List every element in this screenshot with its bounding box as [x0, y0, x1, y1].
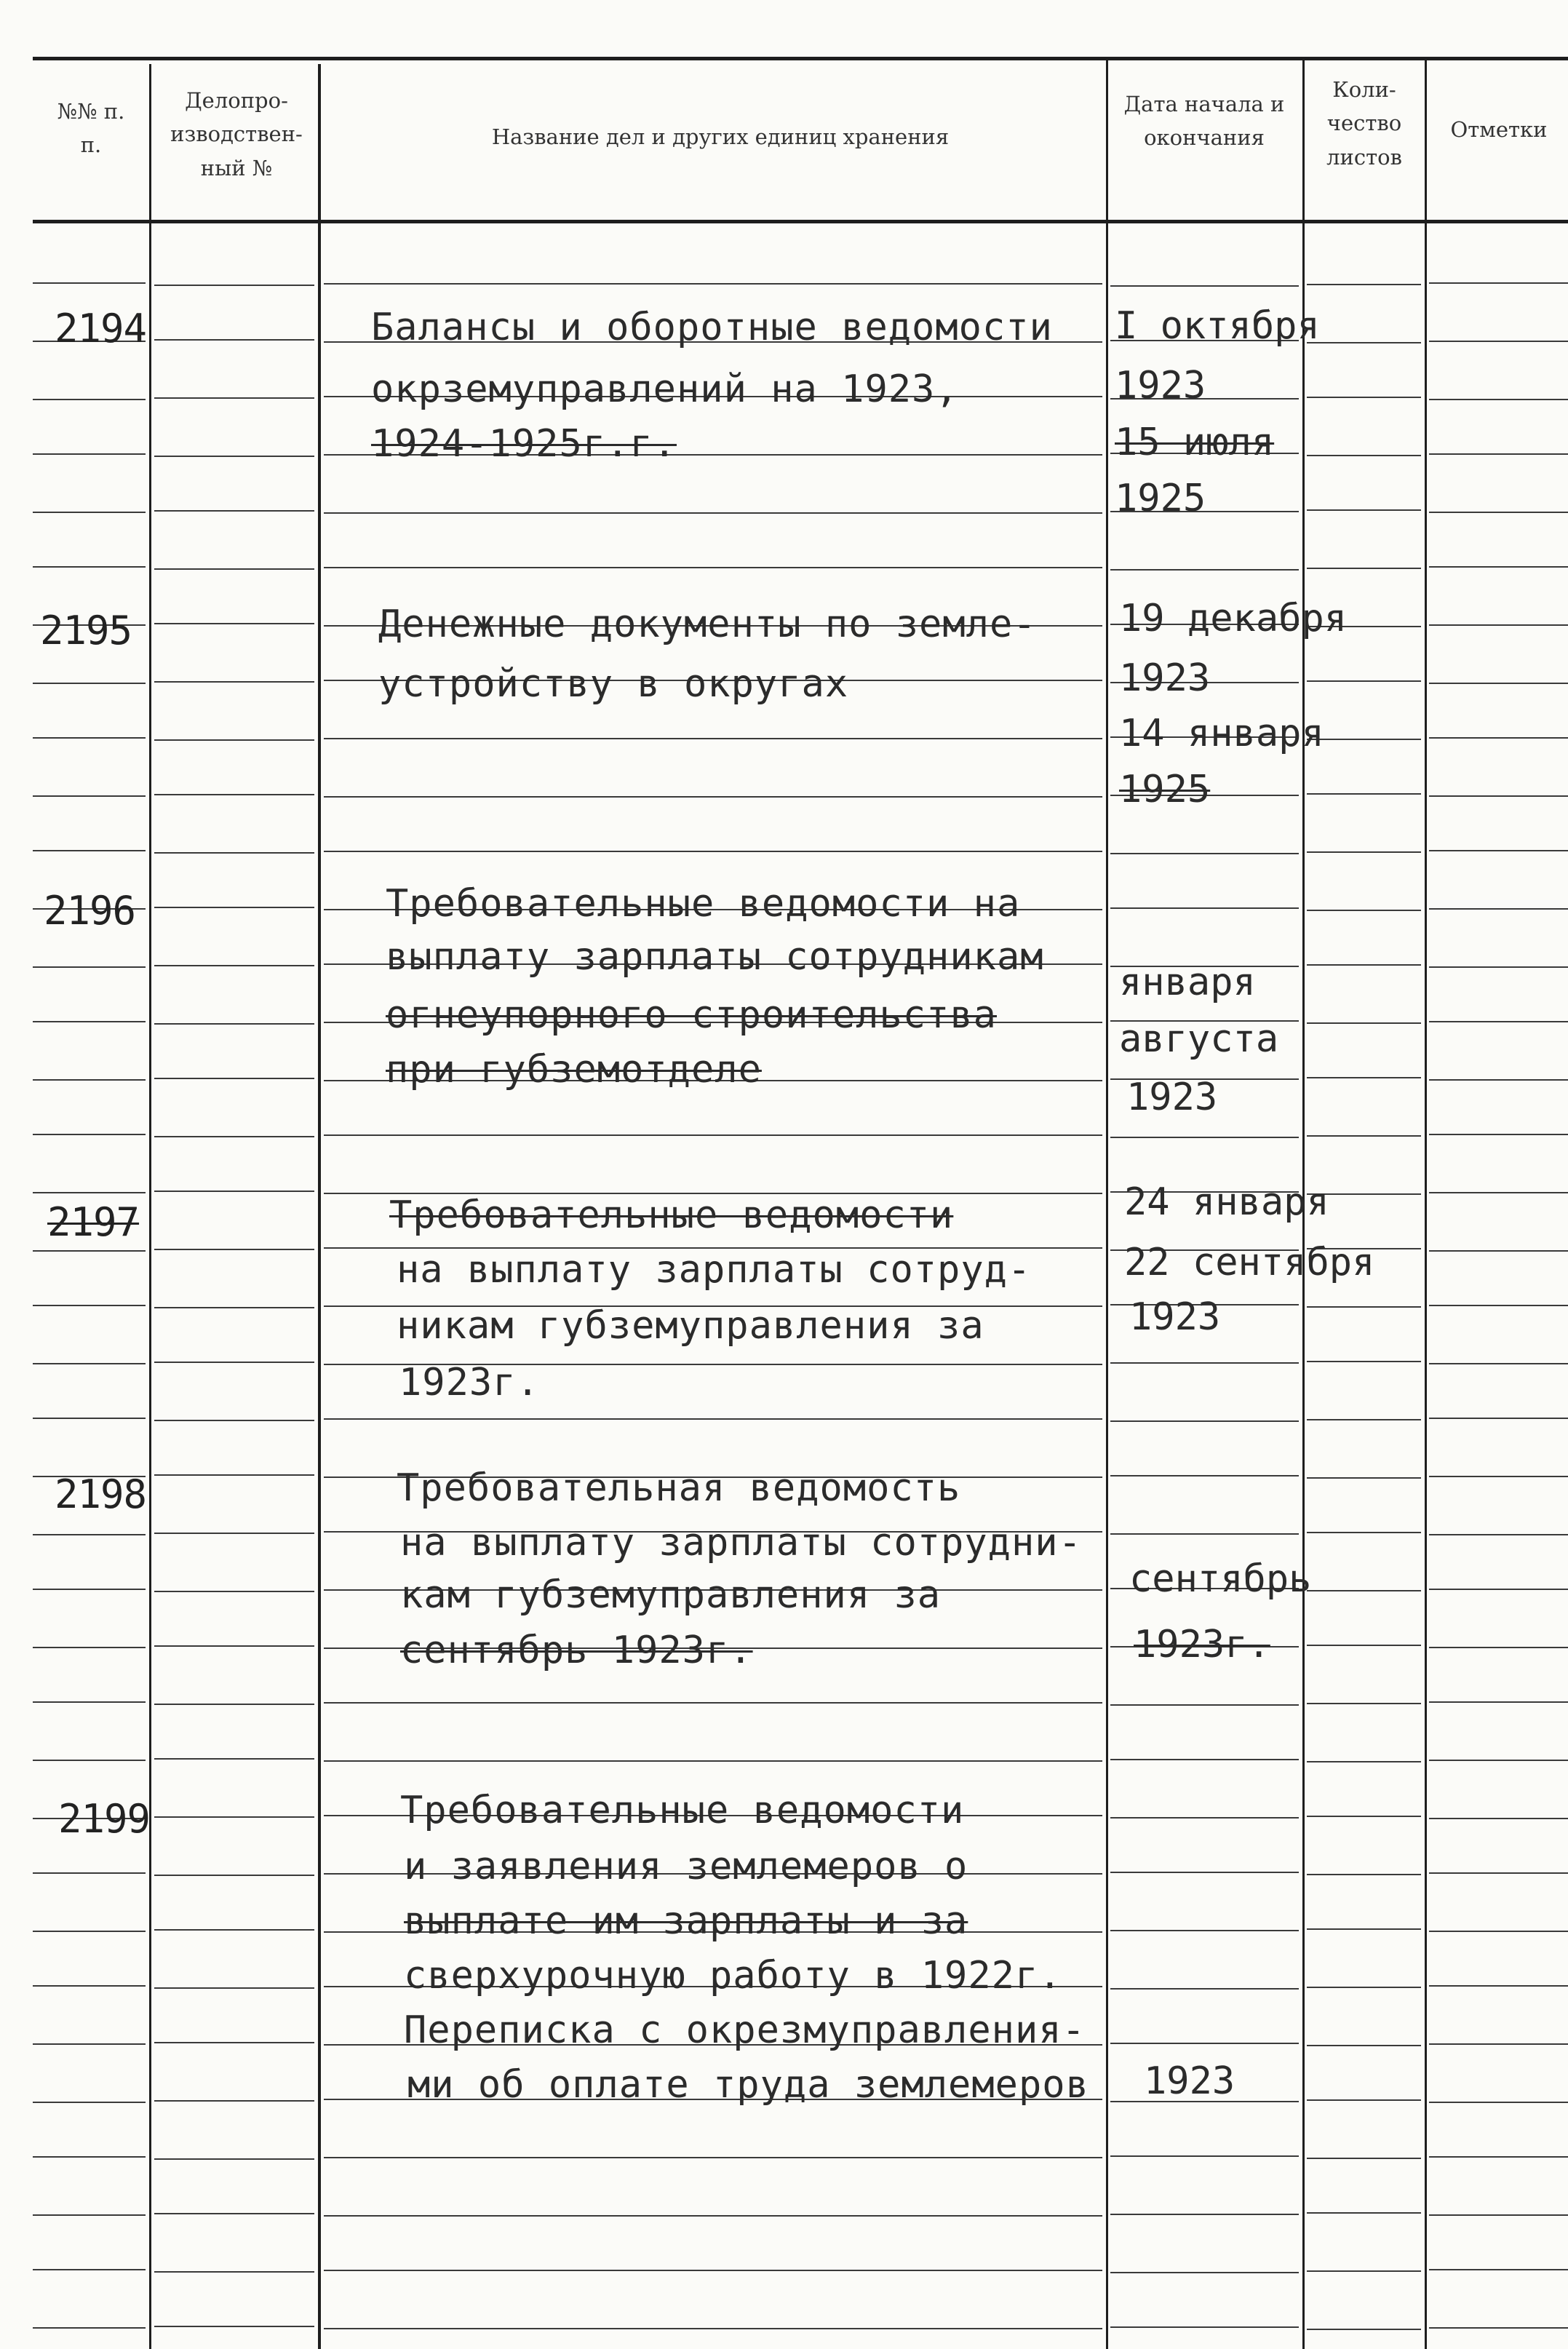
ruled-line — [154, 1191, 314, 1192]
ruled-line — [33, 1534, 146, 1535]
row-2197-line-2: на выплату зарплаты сотруд- — [397, 1248, 1032, 1292]
ruled-line — [1307, 2099, 1421, 2101]
ruled-line — [1110, 2043, 1299, 2044]
ruled-line — [1307, 342, 1421, 343]
ruled-line — [1429, 1985, 1568, 1987]
ruled-line — [1307, 1135, 1421, 1137]
ruled-line — [1429, 1589, 1568, 1590]
ruled-line — [1429, 1079, 1568, 1081]
ruled-line — [1307, 1419, 1421, 1420]
ruled-line — [33, 2269, 146, 2270]
row-2195-date-3: 14 января — [1119, 712, 1324, 755]
ruled-line — [154, 1704, 314, 1705]
row-2198-date-2: 1923г. — [1134, 1623, 1270, 1666]
row-2198-line-2: на выплату зарплаты сотрудни- — [400, 1521, 1082, 1565]
ruled-line — [1307, 1022, 1421, 1024]
ruled-line — [154, 285, 314, 286]
row-2195-line-2: устройству в округах — [378, 662, 849, 706]
ruled-line — [1307, 1590, 1421, 1591]
row-2199-line-3: выплате им зарплаты и за — [404, 1899, 968, 1943]
header-col-num: №№ п. п. — [57, 99, 125, 158]
ruled-line — [33, 2043, 146, 2045]
row-2194-line-2: окрземуправлений на 1923, — [371, 367, 959, 411]
ruled-line — [1429, 795, 1568, 797]
ruled-line — [1307, 2270, 1421, 2272]
ruled-line — [33, 1647, 146, 1648]
ruled-line — [324, 738, 1102, 739]
ruled-line — [1307, 1477, 1421, 1479]
row-2199-line-4: сверхурочную работу в 1922г. — [404, 1954, 1062, 1998]
ruled-line — [1110, 569, 1299, 571]
ruled-line — [1429, 1701, 1568, 1703]
ruled-line — [33, 1021, 146, 1022]
ruled-line — [33, 453, 146, 455]
ruled-line — [1429, 850, 1568, 851]
ruled-line — [1307, 1703, 1421, 1704]
ruled-line — [33, 1872, 146, 1874]
ruled-line — [154, 2326, 314, 2327]
row-2196-date-3: 1923 — [1126, 1076, 1218, 1119]
row-2197-date-2: 22 сентября — [1124, 1241, 1375, 1284]
ruled-line — [154, 456, 314, 457]
ruled-line — [1429, 624, 1568, 626]
row-2197-number: 2197 — [47, 1199, 140, 1245]
header-top-border — [33, 57, 1568, 60]
ruled-line — [1307, 1077, 1421, 1078]
ruled-line — [1429, 453, 1568, 455]
ruled-line — [154, 1645, 314, 1647]
ruled-line — [154, 1420, 314, 1421]
ruled-line — [154, 1362, 314, 1363]
ruled-line — [33, 2214, 146, 2216]
ruled-line — [154, 1987, 314, 1989]
ruled-line — [1429, 1134, 1568, 1135]
ruled-line — [154, 339, 314, 341]
ruled-line — [1429, 1476, 1568, 1477]
header-col-notes: Отметки — [1450, 117, 1548, 142]
ruled-line — [1307, 284, 1421, 285]
row-2195-number: 2195 — [40, 608, 132, 653]
row-2198-number: 2198 — [55, 1471, 147, 1517]
ruled-line — [33, 2102, 146, 2103]
ruled-line — [33, 795, 146, 797]
ruled-line — [1429, 1872, 1568, 1874]
ruled-line — [33, 1589, 146, 1590]
ruled-line — [1429, 908, 1568, 910]
ruled-line — [33, 1079, 146, 1081]
ruled-line — [1429, 1305, 1568, 1306]
ruled-line — [154, 965, 314, 966]
ruled-line — [33, 1701, 146, 1703]
ruled-line — [1110, 1533, 1299, 1535]
ruled-line — [154, 1875, 314, 1876]
ruled-line — [324, 2157, 1102, 2158]
col-divider-5 — [1425, 60, 1427, 2349]
ruled-line — [1307, 2158, 1421, 2159]
ruled-line — [1307, 1532, 1421, 1533]
ruled-line — [1429, 341, 1568, 342]
ruled-line — [1110, 2155, 1299, 2157]
ruled-line — [154, 1307, 314, 1308]
ruled-line — [1429, 566, 1568, 568]
ruled-line — [1307, 509, 1421, 511]
ruled-line — [324, 796, 1102, 798]
row-2198-line-4: сентябрь 1923г. — [400, 1629, 753, 1672]
ruled-line — [1429, 2102, 1568, 2103]
ruled-line — [154, 907, 314, 908]
ruled-line — [1307, 1816, 1421, 1817]
ruled-line — [33, 1134, 146, 1135]
row-2199-number: 2199 — [58, 1796, 151, 1842]
ruled-line — [33, 566, 146, 568]
ruled-line — [154, 2100, 314, 2102]
row-2199-line-5: Переписка с окрезмуправления- — [404, 2008, 1086, 2052]
row-2198-date-1: сентябрь — [1129, 1557, 1312, 1601]
ruled-line — [33, 1418, 146, 1419]
header-col-delo: Делопро- изводствен- ный № — [170, 88, 303, 180]
ruled-line — [1307, 1361, 1421, 1362]
ruled-line — [33, 966, 146, 968]
ruled-line — [1110, 853, 1299, 854]
ruled-line — [154, 1758, 314, 1760]
ruled-line — [154, 852, 314, 854]
ruled-line — [1307, 851, 1421, 853]
ruled-line — [1429, 1363, 1568, 1364]
row-2195-date-1: 19 декабря — [1119, 597, 1348, 640]
ruled-line — [154, 1929, 314, 1931]
ruled-line — [154, 1249, 314, 1250]
ruled-line — [1110, 1817, 1299, 1819]
ruled-line — [1110, 1362, 1299, 1364]
ruled-line — [33, 399, 146, 400]
ruled-line — [154, 681, 314, 683]
row-2196-number: 2196 — [44, 888, 136, 934]
ruled-line — [1110, 1872, 1299, 1873]
ruled-line — [324, 1418, 1102, 1420]
ruled-line — [1110, 907, 1299, 909]
ruled-line — [154, 1136, 314, 1137]
ruled-line — [33, 850, 146, 851]
ruled-line — [1307, 680, 1421, 682]
row-2197-date-3: 1923 — [1129, 1295, 1221, 1339]
row-2194-date-3: 15 июля — [1115, 421, 1275, 464]
ruled-line — [154, 1591, 314, 1592]
row-2197-date-1: 24 января — [1124, 1180, 1329, 1224]
ruled-line — [1307, 793, 1421, 795]
col-divider-2 — [318, 64, 321, 2349]
ruled-line — [33, 683, 146, 684]
row-2195-date-4: 1925 — [1119, 768, 1211, 811]
ruled-line — [33, 282, 146, 284]
ruled-line — [33, 2327, 146, 2329]
row-2196-date-2: августа — [1119, 1017, 1279, 1061]
ruled-line — [1429, 683, 1568, 684]
ruled-line — [1429, 2156, 1568, 2158]
row-2199-date-1: 1923 — [1144, 2059, 1235, 2103]
ruled-line — [1429, 282, 1568, 284]
ruled-line — [154, 1078, 314, 1079]
ruled-line — [1307, 568, 1421, 569]
ruled-line — [154, 1533, 314, 1534]
col-divider-1 — [149, 64, 151, 2349]
ruled-line — [33, 1363, 146, 1364]
ruled-line — [33, 2156, 146, 2158]
ruled-line — [324, 2215, 1102, 2217]
ruled-line — [1307, 2329, 1421, 2330]
ruled-line — [1110, 1704, 1299, 1706]
row-2194-date-1: I октября — [1115, 304, 1320, 348]
row-2197-line-4: 1923г. — [399, 1361, 540, 1404]
ruled-line — [154, 510, 314, 512]
ruled-line — [154, 2271, 314, 2273]
ruled-line — [1429, 1818, 1568, 1819]
ruled-line — [1110, 2326, 1299, 2328]
ruled-line — [33, 1192, 146, 1193]
row-2194-line-3: 1924-1925г.г. — [371, 422, 677, 466]
ruled-line — [324, 567, 1102, 568]
ruled-line — [324, 851, 1102, 852]
ruled-line — [1429, 1647, 1568, 1648]
ruled-line — [1110, 1988, 1299, 1990]
ruled-line — [1307, 1987, 1421, 1988]
ruled-line — [1429, 1534, 1568, 1535]
row-2196-date-1: января — [1119, 961, 1256, 1004]
col-divider-3 — [1106, 60, 1108, 2349]
ruled-line — [33, 737, 146, 739]
row-2199-line-2: и заявления землемеров о — [404, 1845, 968, 1888]
ruled-line — [1110, 1475, 1299, 1476]
ruled-line — [33, 1250, 146, 1252]
ruled-line — [154, 1816, 314, 1818]
row-2196-line-4: при губземотделе — [386, 1048, 762, 1092]
row-2197-line-3: никам губземуправления за — [397, 1304, 984, 1348]
row-2198-line-3: кам губземуправления за — [400, 1573, 942, 1617]
ruled-line — [154, 1023, 314, 1025]
row-2194-line-1: Балансы и оборотные ведомости — [371, 306, 1053, 349]
ruled-line — [154, 2042, 314, 2043]
ruled-line — [33, 512, 146, 513]
ruled-line — [1307, 1874, 1421, 1875]
ruled-line — [1307, 1306, 1421, 1308]
ruled-line — [1110, 1930, 1299, 1931]
ruled-line — [1307, 455, 1421, 456]
ruled-line — [324, 512, 1102, 514]
ruled-line — [1110, 1420, 1299, 1422]
row-2196-line-3: огнеупорного строительства — [386, 993, 997, 1037]
ruled-line — [1307, 2045, 1421, 2046]
row-2194-date-4: 1925 — [1115, 477, 1206, 520]
row-2194-number: 2194 — [55, 306, 147, 351]
ruled-line — [324, 1134, 1102, 1136]
ruled-line — [1307, 1928, 1421, 1930]
ruled-line — [1429, 399, 1568, 400]
ruled-line — [324, 2328, 1102, 2329]
ruled-line — [324, 2270, 1102, 2271]
ruled-line — [1429, 2327, 1568, 2329]
ruled-line — [1429, 966, 1568, 968]
row-2196-line-2: выплату зарплаты сотрудникам — [386, 935, 1044, 979]
ruled-line — [324, 1702, 1102, 1704]
ruled-line — [1429, 737, 1568, 739]
ruled-line — [324, 1760, 1102, 1762]
ruled-line — [1307, 1645, 1421, 1646]
ruled-line — [1307, 964, 1421, 966]
ruled-line — [1429, 1192, 1568, 1193]
header-col-dates: Дата начала и окончания — [1123, 92, 1285, 151]
ruled-line — [154, 739, 314, 741]
ruled-line — [154, 568, 314, 570]
ruled-line — [1429, 2043, 1568, 2045]
ruled-line — [1429, 1760, 1568, 1761]
ruled-line — [1307, 2212, 1421, 2214]
ruled-line — [1429, 1418, 1568, 1419]
ruled-line — [1429, 2214, 1568, 2216]
ruled-line — [154, 397, 314, 399]
ruled-line — [154, 1474, 314, 1476]
ruled-line — [154, 2158, 314, 2160]
ruled-line — [33, 1931, 146, 1932]
ruled-line — [1110, 1759, 1299, 1760]
ruled-line — [1110, 285, 1299, 287]
ruled-line — [1429, 512, 1568, 513]
row-2195-date-2: 1923 — [1119, 656, 1211, 700]
ruled-line — [324, 283, 1102, 285]
ruled-line — [1307, 1761, 1421, 1762]
ruled-line — [1110, 2272, 1299, 2273]
ruled-line — [33, 1760, 146, 1761]
row-2199-line-6: ми об оплате труда землемеров — [407, 2063, 1089, 2107]
row-2199-line-1: Требовательные ведомости — [400, 1789, 965, 1832]
header-bottom-border — [33, 220, 1568, 223]
ruled-line — [33, 1985, 146, 1987]
header-col-count: Коли- чество листов — [1326, 77, 1402, 170]
ruled-line — [1429, 1250, 1568, 1252]
ruled-line — [1429, 1931, 1568, 1932]
ruled-line — [154, 2213, 314, 2214]
row-2195-line-1: Денежные документы по земле- — [378, 603, 1037, 646]
ruled-line — [1429, 2269, 1568, 2270]
ruled-line — [33, 1305, 146, 1306]
ruled-line — [154, 623, 314, 624]
ruled-line — [1307, 910, 1421, 911]
row-2197-line-1: Требовательные ведомости — [389, 1193, 954, 1237]
ruled-line — [1307, 397, 1421, 398]
row-2194-date-2: 1923 — [1115, 364, 1206, 408]
header-col-name: Название дел и других единиц хранения — [491, 124, 950, 149]
row-2198-line-1: Требовательная ведомость — [397, 1466, 961, 1510]
ruled-line — [154, 794, 314, 795]
row-2196-line-1: Требовательные ведомости на — [386, 882, 1021, 926]
ruled-line — [1110, 1137, 1299, 1138]
ruled-line — [1429, 1021, 1568, 1022]
ruled-line — [1110, 2214, 1299, 2215]
